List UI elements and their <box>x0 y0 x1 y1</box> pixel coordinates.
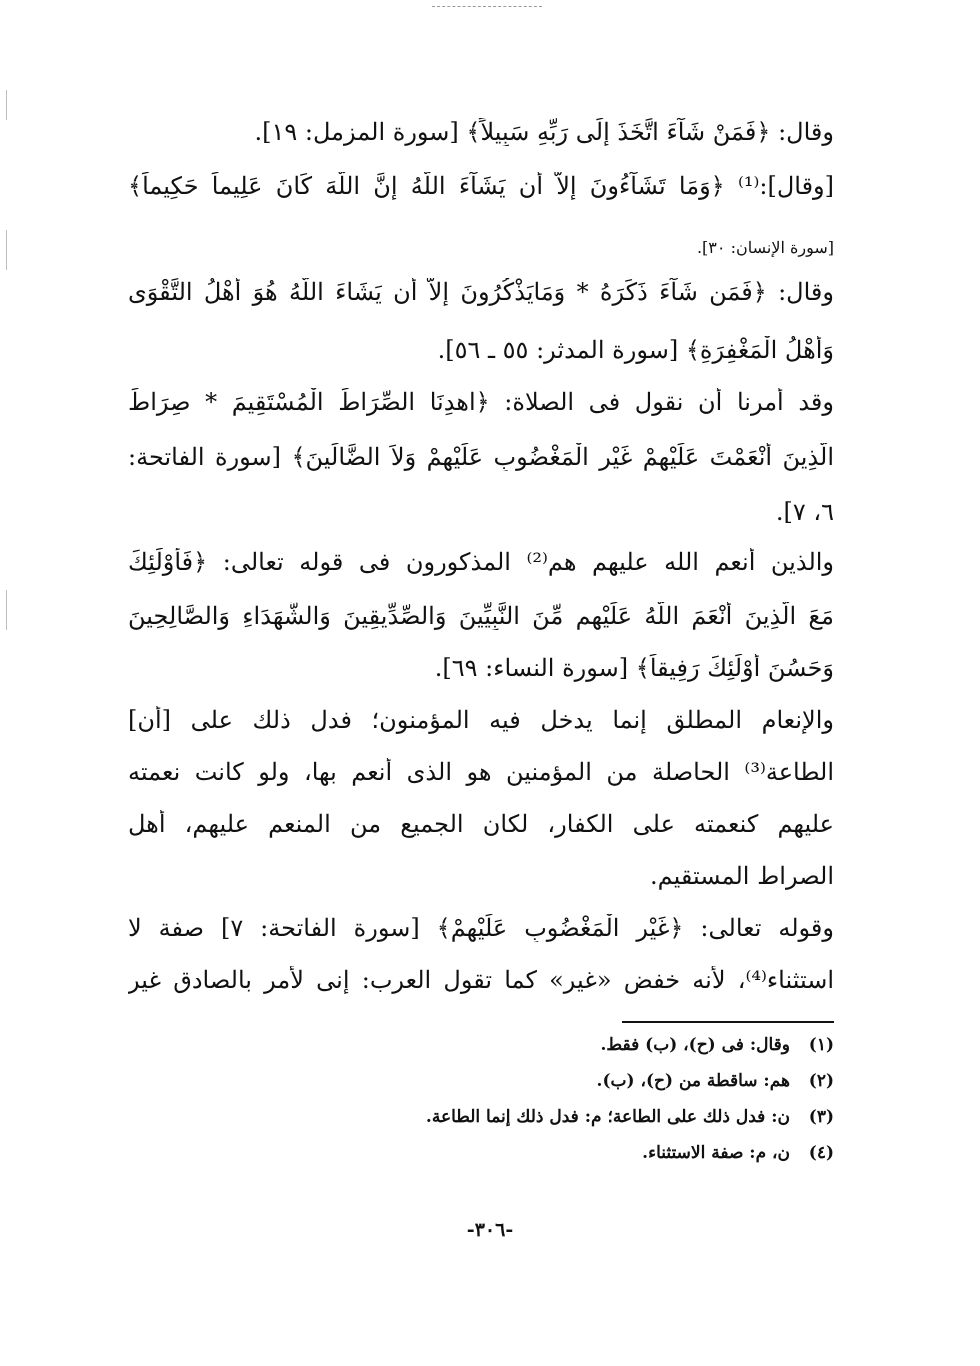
footnote-text: ن: فدل ذلك على الطاعة؛ م: فدل ذلك إنما الطاعة. <box>425 1107 790 1127</box>
page-number: -٣٠٦- <box>466 1219 514 1241</box>
top-scan-rule <box>432 6 542 7</box>
footnote-number: (٣) <box>808 1107 834 1127</box>
text-line: الَّذِينَ أَنْعَمْتَ عَلَيْهِمْ غَيْرِ الْمَغْضُوبِ عَلَيْهِمْ وَلاَ الضَّالِّينَ﴾ [سورة الفاتحة: <box>128 443 834 471</box>
text-line: وقوله تعالى: ﴿غَيْرِ الْمَغْضُوبِ عَلَيْهِمْ﴾ [سورة الفاتحة: ٧] صفة لا <box>128 914 834 942</box>
text-line: وقال: ﴿فَمَنْ شَآءَ اتَّخَذَ إِلَى رَبِّهِ سَبِيلاً﴾ [سورة المزمل: ١٩]. <box>254 118 834 146</box>
footnote-text: ن، م: صفة الاستثناء. <box>642 1143 790 1163</box>
text-line: وَأَهْلُ الْمَغْفِرَةِ﴾ [سورة المدثر: ٥٥ ـ ٥٦]. <box>437 336 834 364</box>
footnote-text: هم: ساقطة من (ح)، (ب). <box>596 1071 790 1091</box>
footnote <box>300 1035 834 1071</box>
footnote <box>300 1071 834 1107</box>
footnote-separator <box>622 1021 834 1023</box>
footnote <box>300 1143 834 1179</box>
footnote-number: (٢) <box>808 1071 834 1091</box>
text-line: [سورة الإنسان: ٣٠]. <box>696 238 834 257</box>
margin-mark <box>6 230 7 270</box>
footnote-number: (٤) <box>808 1143 834 1163</box>
text-line: والذين أنعم الله عليهم هم⁽²⁾ المذكورون فى قوله تعالى: ﴿فَأُوْلَئِكَ <box>128 548 834 576</box>
text-line: ٦، ٧]. <box>775 498 834 526</box>
text-line: الصراط المستقيم. <box>649 862 834 890</box>
footnotes <box>300 1035 834 1179</box>
footnote-number: (١) <box>808 1035 834 1055</box>
text-line: [وقال]:⁽¹⁾ ﴿وَمَا تَشَآءُونَ إِلاَّ أَن يَشَآءَ اللَّهُ إِنَّ اللَّهَ كَانَ عَلِيماً حَكِيماً﴾ <box>128 172 834 200</box>
text-line: استثناء⁽⁴⁾، لأنه خفض «غير» كما تقول العرب: إنى لأمر بالصادق غير <box>128 966 834 994</box>
text-line: الطاعة⁽³⁾ الحاصلة من المؤمنين هو الذى أنعم بها، ولو كانت نعمته <box>128 758 834 786</box>
footnote-text: وقال: فى (ح)، (ب) فقط. <box>600 1035 790 1055</box>
margin-mark <box>6 590 7 630</box>
margin-mark <box>6 90 7 120</box>
footnote <box>300 1107 834 1143</box>
text-line: وقال: ﴿فَمَن شَآءَ ذَكَرَهُ * وَمَايَذْكُرُونَ إِلاَّ أَن يَشَاءَ اللَّهُ هُوَ أَهْلُ التَّقْوَى <box>128 278 834 306</box>
text-line: وَحَسُنَ أُوْلَئِكَ رَفِيقاً﴾ [سورة النساء: ٦٩]. <box>434 654 834 682</box>
text-line: عليهم كنعمته على الكفار، لكان الجميع من المنعم عليهم، أهل <box>128 810 834 838</box>
text-line: والإنعام المطلق إنما يدخل فيه المؤمنون؛ فدل ذلك على [أن] <box>128 706 834 734</box>
text-line: مَعَ الَّذِينَ أَنْعَمَ اللَّهُ عَلَيْهِم مِّنَ النَّبِيِّينَ وَالصِّدِّيقِينَ وَالشُّهَدَاءِ وَالصَّالِحِينَ <box>128 602 834 630</box>
text-line: وقد أمرنا أن نقول فى الصلاة: ﴿اهدِنَا الصِّرَاطَ الْمُسْتَقِيمَ * صِرَاطَ <box>128 388 834 416</box>
